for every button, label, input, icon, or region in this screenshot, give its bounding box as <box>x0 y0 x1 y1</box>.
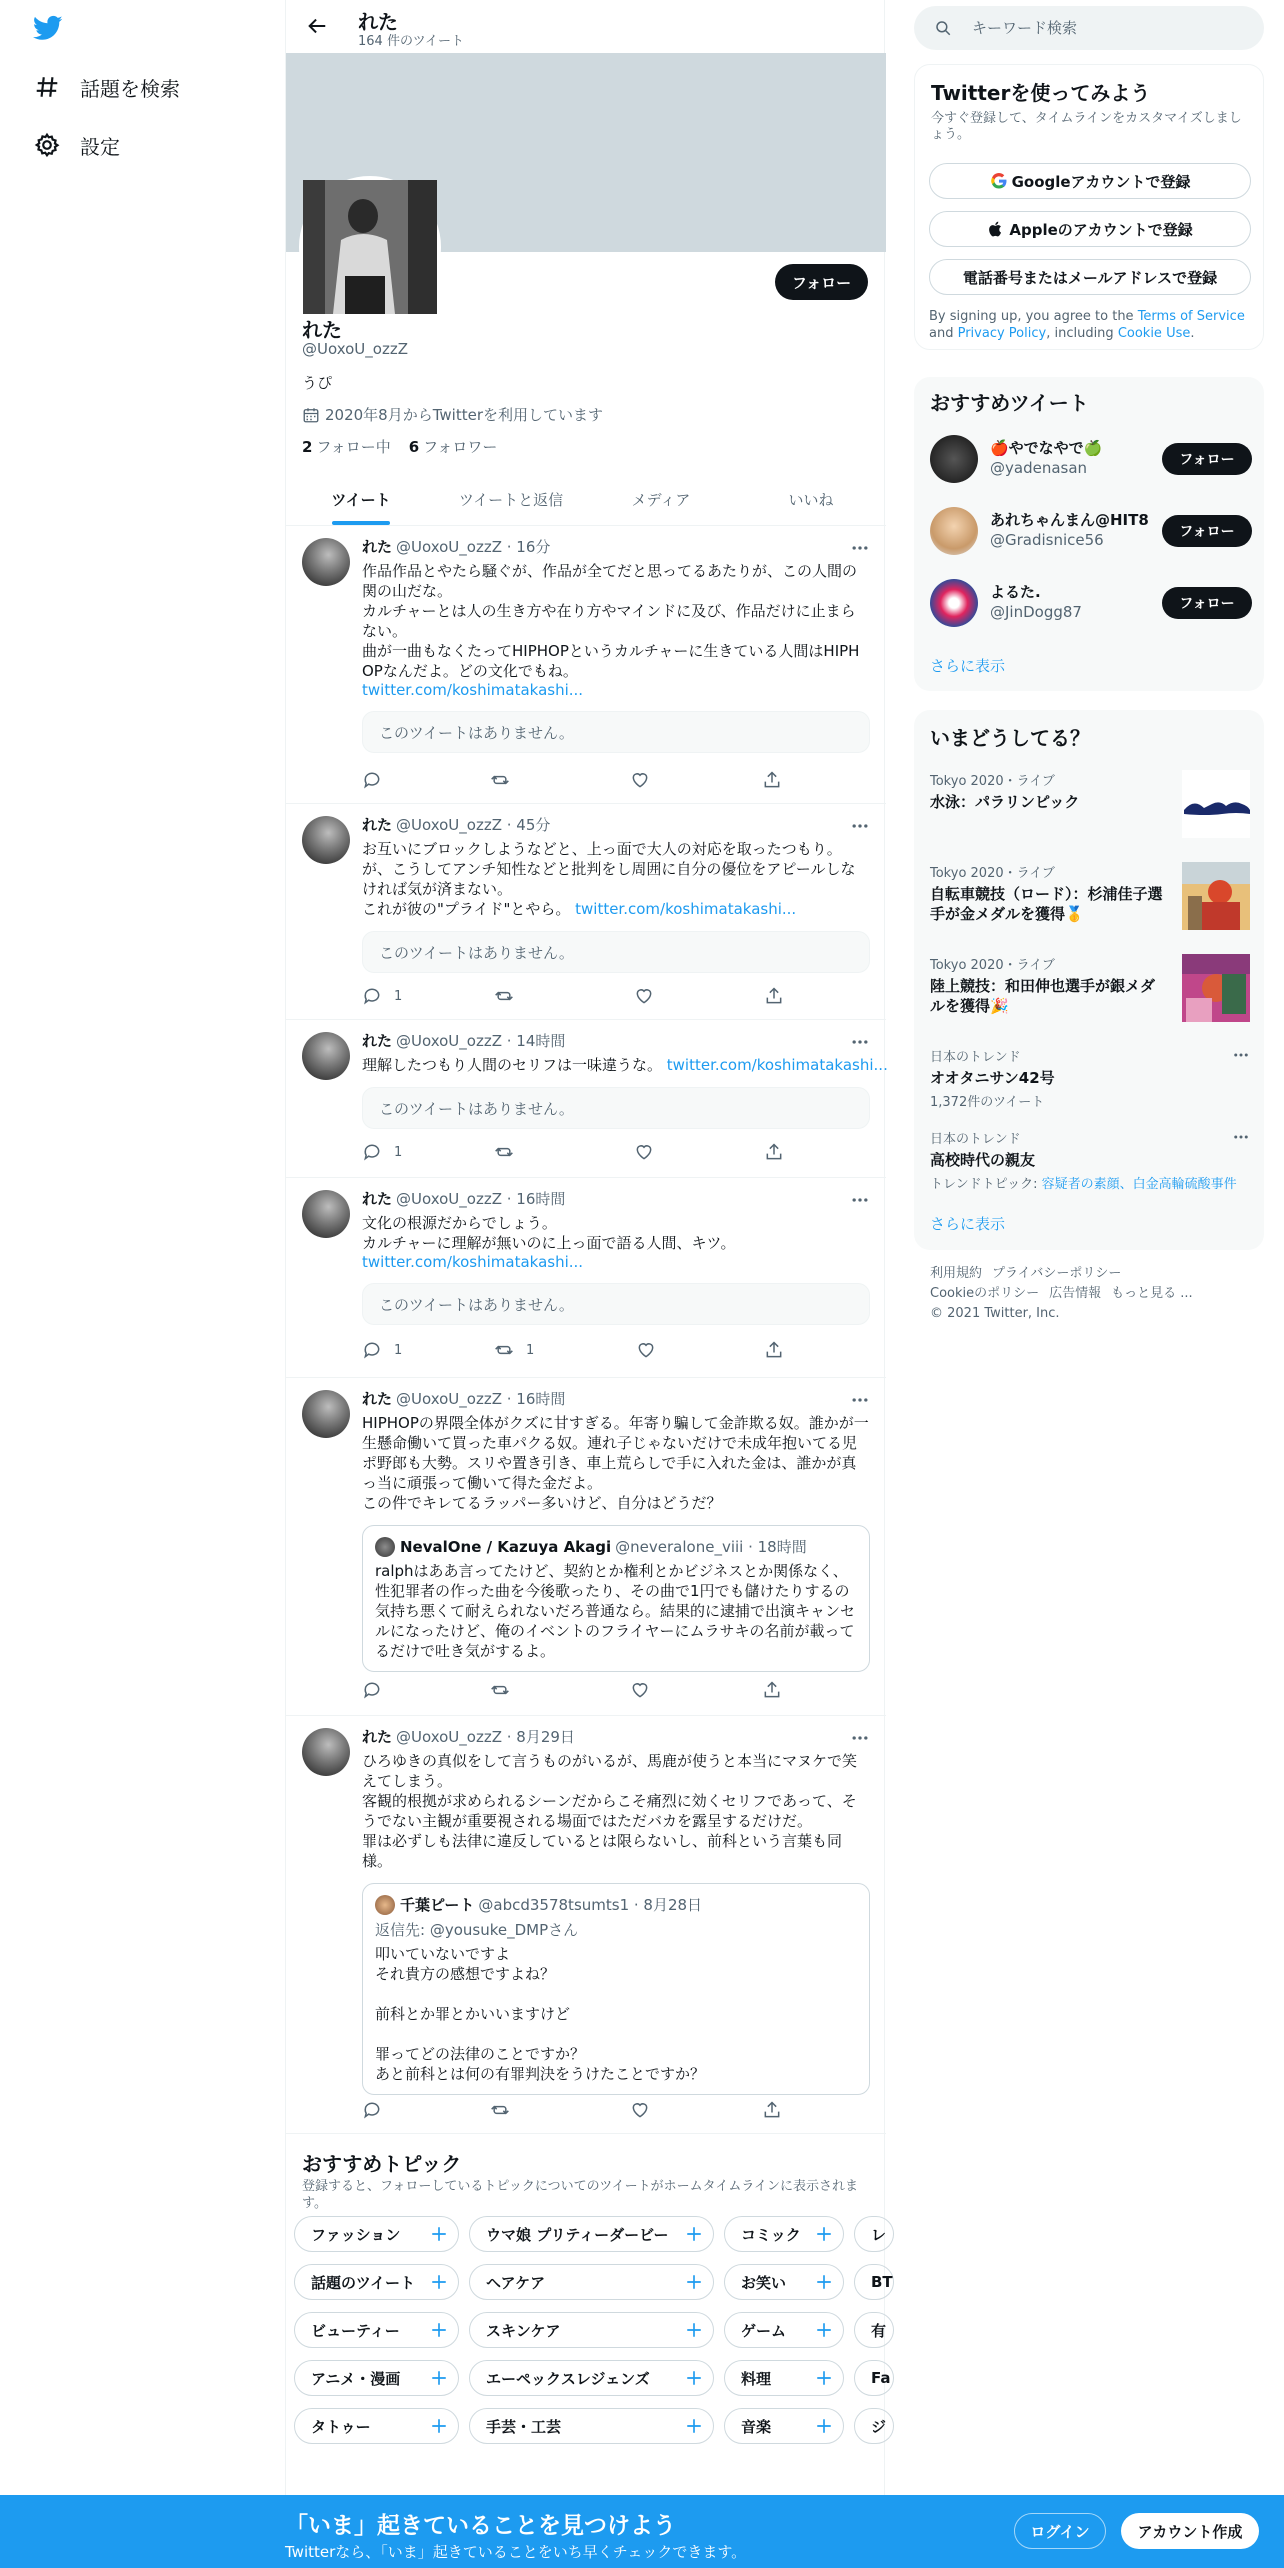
unavailable-tweet: このツイートはありません。 <box>362 1283 870 1325</box>
reply-icon <box>362 1142 382 1162</box>
bottom-signup-bar <box>0 2495 1284 2568</box>
plus-icon[interactable] <box>685 2417 703 2435</box>
terms-link[interactable]: Terms of Service <box>1137 309 1245 324</box>
retweet-icon <box>494 1340 514 1360</box>
tweet-text: 文化の根源だからでしょう。 カルチャーに理解が無いのに上っ面で語る人間、キツ。 <box>362 1214 736 1252</box>
like-button[interactable] <box>630 770 662 790</box>
footer <box>930 1264 1250 1324</box>
left-nav <box>0 0 285 2568</box>
tweet-avatar[interactable] <box>302 816 350 864</box>
recommend-more-link[interactable]: さらに表示 <box>930 657 1006 675</box>
retweet-icon <box>490 1680 510 1700</box>
cookie-link[interactable]: Cookie Use <box>1117 326 1191 341</box>
nav-settings-label: 設定 <box>80 134 120 159</box>
apple-signup-button[interactable]: Appleのアカウントで登録 <box>929 211 1251 247</box>
retweet-icon <box>494 986 514 1006</box>
recommended-topics <box>286 2134 893 2494</box>
profile-tabs <box>286 473 886 526</box>
quote-author: 千葉ピート <box>400 1896 475 1914</box>
retweet-button[interactable] <box>494 1142 526 1162</box>
tweet-text: 理解したつもり人間のセリフは一味違うな。 twitter.com/koshimatakashi... <box>362 1056 888 1074</box>
right-sidebar <box>914 0 1264 2568</box>
tweet-actions <box>362 2100 782 2124</box>
followers-link[interactable]: 6 フォロワー <box>408 438 498 456</box>
search-input[interactable] <box>972 19 1212 37</box>
topics-title: おすすめトピック <box>302 2152 462 2176</box>
tweet-avatar[interactable] <box>302 1390 350 1438</box>
footer-link[interactable]: もっと見る ... <box>1111 1286 1193 1301</box>
tweet-actions <box>362 1680 782 1704</box>
bottom-bar-subtitle: Twitterなら、「いま」起きていることをいち早くチェックできます。 <box>285 2543 747 2561</box>
reply-icon <box>362 1340 382 1360</box>
plus-icon[interactable] <box>815 2321 833 2339</box>
topic-chip[interactable]: 音楽 <box>724 2408 844 2444</box>
tweet-author[interactable]: れた <box>362 538 393 556</box>
reply-icon <box>362 1680 382 1700</box>
topic-chip[interactable]: タトゥー <box>294 2408 459 2444</box>
share-icon <box>762 770 782 790</box>
footer-link[interactable]: プライバシーポリシー <box>992 1266 1122 1281</box>
retweet-button[interactable] <box>490 2100 522 2120</box>
trend-thumbnail <box>1182 862 1250 930</box>
hashtag-icon <box>34 74 60 100</box>
topic-chip[interactable]: エーペックスレジェンズ <box>469 2360 714 2396</box>
quote-reply-to: 返信先: @yousuke_DMPさん <box>375 1921 579 1939</box>
profile-timeline <box>285 0 893 2568</box>
tweet-author[interactable]: れた <box>362 1032 393 1050</box>
quoted-tweet[interactable] <box>362 1883 870 2095</box>
share-button[interactable] <box>762 1680 794 1700</box>
avatar-photo <box>303 180 437 314</box>
recommend-avatar <box>930 435 978 483</box>
quote-text: ralphはああ言ってたけど、契約とか権利とかビジネスとか関係なく、性犯罪者の作った曲を今後歌ったり、その曲で1円でも儲けたりするの気持ち悪くて耐えられないだろ普通なら。結果的に逮捕で出演キャンセルになったけど、俺のイベントのフライヤーにムラサキの名前が載ってるだけで吐き気がするよ。 <box>375 1562 856 1660</box>
create-account-button[interactable]: アカウント作成 <box>1121 2513 1259 2549</box>
share-button[interactable] <box>762 2100 794 2120</box>
share-icon <box>764 1340 784 1360</box>
recommend-user[interactable] <box>930 573 1250 633</box>
retweet-icon <box>490 770 510 790</box>
reply-icon <box>362 986 382 1006</box>
share-icon <box>762 1680 782 1700</box>
bottom-bar-title: 「いま」起きていることを見つけよう <box>285 2513 676 2539</box>
tweet-handle-time: @UoxoU_ozzZ · 8月29日 <box>396 1728 575 1746</box>
plus-icon[interactable] <box>815 2225 833 2243</box>
more-icon[interactable] <box>1232 1046 1250 1064</box>
reply-button[interactable]: 1 <box>362 1340 402 1360</box>
tweet-author[interactable]: れた <box>362 1728 393 1746</box>
tab-tweets[interactable]: ツイート <box>286 473 436 525</box>
plus-icon[interactable] <box>430 2417 448 2435</box>
recommend-user[interactable] <box>930 429 1250 489</box>
share-button[interactable] <box>764 1340 796 1360</box>
topic-chip[interactable]: Fa <box>854 2360 894 2396</box>
trend-thumbnail <box>1182 954 1250 1022</box>
trend-item[interactable]: 日本のトレンド 高校時代の親友 トレンドトピック: 容疑者の素顔、白金高輪硫酸事件 <box>930 1128 1250 1198</box>
tweet-handle-time: @UoxoU_ozzZ · 16時間 <box>396 1190 566 1208</box>
footer-link[interactable]: Cookieのポリシー <box>930 1286 1040 1301</box>
quote-text: 叩いていないですよ それ貴方の感想ですよね？ 前科とか罪とかいいますけど 罪ってどの法律のことですか？ あと前科とは何の有罪判決をうけたことですか？ <box>375 1945 706 2083</box>
plus-icon[interactable] <box>685 2225 703 2243</box>
plus-icon[interactable] <box>685 2273 703 2291</box>
nav-explore[interactable] <box>34 67 180 107</box>
tweet-actions <box>362 986 782 1010</box>
reply-button[interactable]: 1 <box>362 1142 402 1162</box>
retweet-icon <box>490 2100 510 2120</box>
unavailable-tweet: このツイートはありません。 <box>362 931 870 973</box>
tweet-actions <box>362 1142 782 1166</box>
signup-card <box>914 64 1264 350</box>
follow-stats <box>302 436 497 457</box>
topic-chip[interactable]: コミック <box>724 2216 844 2252</box>
back-arrow-icon[interactable] <box>306 15 328 37</box>
tweet[interactable] <box>286 804 886 1020</box>
like-button[interactable] <box>630 1680 662 1700</box>
topic-chip[interactable]: アニメ・漫画 <box>294 2360 459 2396</box>
top-bar-name: れた <box>358 10 398 34</box>
heart-icon <box>634 986 654 1006</box>
top-bar <box>286 0 886 53</box>
recommend-handle: @JinDogg87 <box>990 603 1082 621</box>
trend-item[interactable]: Tokyo 2020・ライブ 陸上競技：和田伸也選手が銀メダルを獲得🎉 <box>930 954 1250 1024</box>
search-icon <box>934 19 952 37</box>
trend-item[interactable]: 日本のトレンド オオタニサン42号 1,372件のツイート <box>930 1046 1250 1116</box>
tweet-link[interactable]: twitter.com/koshimatakashi... <box>362 1253 584 1271</box>
reply-button[interactable] <box>362 2100 394 2120</box>
topic-chip[interactable]: 有 <box>854 2312 894 2348</box>
more-icon[interactable] <box>1232 1128 1250 1146</box>
plus-icon[interactable] <box>685 2321 703 2339</box>
apple-icon <box>987 220 1005 238</box>
tweet-author[interactable]: れた <box>362 1390 393 1408</box>
tweet-avatar[interactable] <box>302 538 350 586</box>
tab-likes[interactable]: いいね <box>788 490 834 509</box>
topic-chip[interactable]: お笑い <box>724 2264 844 2300</box>
retweet-button[interactable]: 1 <box>494 1340 534 1360</box>
tab-media[interactable]: メディア <box>631 490 691 509</box>
tweet-handle-time: @UoxoU_ozzZ · 16時間 <box>396 1390 566 1408</box>
recommend-name: 🍎やでなやで🍏 <box>990 439 1103 457</box>
tweet[interactable] <box>286 526 886 804</box>
profile-handle: @UoxoU_ozzZ <box>302 340 408 358</box>
tweet-actions <box>362 1340 782 1364</box>
recommended-accounts <box>914 377 1264 691</box>
copyright: © 2021 Twitter, Inc. <box>930 1306 1060 1321</box>
share-icon <box>764 986 784 1006</box>
unavailable-tweet: このツイートはありません。 <box>362 1087 870 1129</box>
calendar-icon <box>302 406 320 424</box>
plus-icon[interactable] <box>815 2273 833 2291</box>
tweet-handle-time: @UoxoU_ozzZ · 14時間 <box>396 1032 566 1050</box>
signup-terms: By signing up, you agree to the Terms of Service and Privacy Policy, including Cookie Use. <box>929 309 1245 341</box>
like-button[interactable] <box>634 986 666 1006</box>
nav-explore-label: 話題を検索 <box>80 76 180 101</box>
tweet-text: HIPHOPの界隈全体がクズに甘すぎる。年寄り騙して金詐欺る奴。誰かが一生懸命働いて買った車パクる奴。連れ子じゃないだけで未成年抱いてる児ポ野郎も大勢。スリや置き引き、車上荒らしで手に入れた金は、誰かが真っ当に頑張って働いて得た金だよ。 この件でキレてるラッパー多いけど、自分はどうだ？ <box>362 1414 869 1512</box>
topic-chip[interactable]: ゲーム <box>724 2312 844 2348</box>
topic-chip[interactable]: ファッション <box>294 2216 459 2252</box>
tweet[interactable] <box>286 1020 886 1178</box>
topics-description: 登録すると、フォローしているトピックについてのツイートがホームタイムラインに表示されます。 <box>302 2179 859 2211</box>
reply-icon <box>362 2100 382 2120</box>
topic-chip[interactable]: ビューティー <box>294 2312 459 2348</box>
quote-avatar <box>375 1537 395 1557</box>
following-link[interactable]: 2 フォロー中 <box>302 438 391 456</box>
recommend-name: あれちゃんまん@HIT8 <box>990 511 1149 529</box>
reply-icon <box>362 770 382 790</box>
tab-tweets-replies[interactable]: ツイートと返信 <box>458 490 564 509</box>
phone-email-signup-button[interactable]: 電話番号またはメールアドレスで登録 <box>929 259 1251 295</box>
privacy-link[interactable]: Privacy Policy <box>957 326 1047 341</box>
heart-icon <box>630 770 650 790</box>
tweet-link[interactable]: twitter.com/koshimatakashi... <box>362 681 584 699</box>
heart-icon <box>630 1680 650 1700</box>
tweet-text: ひろゆきの真似をして言うものがいるが、馬鹿が使うと本当にマヌケで笑えてしまう。 客観的根拠が求められるシーンだからこそ痛烈に効くセリフであって、そうでない主観が重要視される場面ではただバカを露呈するだけだ。 罪は必ずしも法律に違反しているとは限らないし、前科という言葉も同様。 <box>362 1752 858 1870</box>
recommend-follow-button[interactable]: フォロー <box>1162 587 1252 619</box>
heart-icon <box>634 1142 654 1162</box>
retweet-icon <box>494 1142 514 1162</box>
recommend-avatar <box>930 579 978 627</box>
login-button[interactable]: ログイン <box>1014 2513 1106 2549</box>
tweet-avatar[interactable] <box>302 1190 350 1238</box>
like-button[interactable] <box>630 2100 662 2120</box>
topic-chip[interactable]: 料理 <box>724 2360 844 2396</box>
tweet[interactable] <box>286 1178 886 1378</box>
tweet-author[interactable]: れた <box>362 1190 393 1208</box>
like-button[interactable] <box>636 1340 668 1360</box>
unavailable-tweet: このツイートはありません。 <box>362 711 870 753</box>
tweet[interactable] <box>286 1378 886 1716</box>
tweet-handle-time: @UoxoU_ozzZ · 45分 <box>396 816 551 834</box>
plus-icon[interactable] <box>685 2369 703 2387</box>
tweet-link[interactable]: twitter.com/koshimatakashi... <box>575 900 797 918</box>
profile-joined <box>302 404 603 425</box>
share-icon <box>764 1142 784 1162</box>
recommend-title: おすすめツイート <box>930 391 1089 415</box>
retweet-button[interactable] <box>490 1680 522 1700</box>
tweet-avatar[interactable] <box>302 1728 350 1776</box>
profile-avatar[interactable] <box>299 176 441 318</box>
heart-icon <box>630 2100 650 2120</box>
recommend-handle: @Gradisnice56 <box>990 531 1104 549</box>
like-button[interactable] <box>634 1142 666 1162</box>
plus-icon[interactable] <box>430 2225 448 2243</box>
topic-chip[interactable]: ウマ娘 プリティーダービー <box>469 2216 714 2252</box>
tweet-count: 164 件のツイート <box>358 34 465 49</box>
heart-icon <box>636 1340 656 1360</box>
trends-box <box>914 710 1264 1250</box>
quote-author: NevalOne / Kazuya Akagi <box>400 1537 612 1556</box>
google-icon <box>990 172 1008 190</box>
topic-chip[interactable]: 手芸・工芸 <box>469 2408 714 2444</box>
trends-more-link[interactable]: さらに表示 <box>930 1215 1006 1233</box>
gear-icon <box>34 132 60 158</box>
tweet-link[interactable]: twitter.com/koshimatakashi... <box>666 1056 888 1074</box>
quoted-tweet[interactable] <box>362 1525 870 1672</box>
trend-item[interactable]: Tokyo 2020・ライブ 水泳：パラリンピック <box>930 770 1250 840</box>
recommend-user[interactable] <box>930 501 1250 561</box>
tweet-avatar[interactable] <box>302 1032 350 1080</box>
recommend-follow-button[interactable]: フォロー <box>1162 443 1252 475</box>
plus-icon[interactable] <box>430 2369 448 2387</box>
plus-icon[interactable] <box>815 2417 833 2435</box>
signup-subtitle: 今すぐ登録して、タイムラインをカスタマイズしましょう。 <box>931 111 1242 142</box>
nav-settings[interactable] <box>34 125 120 165</box>
plus-icon[interactable] <box>815 2369 833 2387</box>
footer-link[interactable]: 利用規約 <box>930 1266 983 1281</box>
recommend-follow-button[interactable]: フォロー <box>1162 515 1252 547</box>
quote-handle-time: @neveralone_viii · 18時間 <box>615 1538 807 1556</box>
topic-chip[interactable]: スキンケア <box>469 2312 714 2348</box>
footer-link[interactable]: 広告情報 <box>1049 1286 1102 1301</box>
google-signup-button[interactable]: Googleアカウントで登録 <box>929 163 1251 199</box>
share-button[interactable] <box>764 1142 796 1162</box>
topic-chip[interactable]: 話題のツイート <box>294 2264 459 2300</box>
trend-thumbnail <box>1182 770 1250 838</box>
recommend-avatar <box>930 507 978 555</box>
topic-chip[interactable]: レ <box>854 2216 894 2252</box>
share-icon <box>762 2100 782 2120</box>
topic-chip[interactable]: BT <box>854 2264 894 2300</box>
tweet-actions <box>362 770 782 794</box>
tweet-handle-time: @UoxoU_ozzZ · 16分 <box>396 538 551 556</box>
quote-handle-time: @abcd3578tsumts1 · 8月28日 <box>478 1896 703 1914</box>
search-box[interactable] <box>914 6 1264 50</box>
recommend-name: よるた. <box>990 583 1041 601</box>
reply-button[interactable] <box>362 1680 394 1700</box>
follow-button[interactable]: フォロー <box>775 264 868 300</box>
tweet-text: 作品作品とやたら騒ぐが、作品が全てだと思ってるあたりが、この人間の関の山だな。 カルチャーとは人の生き方や在り方やマインドに及び、作品だけに止まらない。 曲が一曲もなくたってHIPHOPというカルチャーに生きている人間はHIPHOPなんだよ。どの文化でもね。 <box>362 562 860 680</box>
recommend-handle: @yadenasan <box>990 459 1088 477</box>
profile-name: れた <box>302 318 342 342</box>
share-button[interactable] <box>762 770 794 790</box>
share-button[interactable] <box>764 986 796 1006</box>
trends-title: いまどうしてる？ <box>930 726 1090 750</box>
retweet-button[interactable] <box>494 986 526 1006</box>
signup-title: Twitterを使ってみよう <box>931 81 1151 105</box>
topic-chip[interactable]: ヘアケア <box>469 2264 714 2300</box>
reply-button[interactable]: 1 <box>362 986 402 1006</box>
plus-icon[interactable] <box>430 2273 448 2291</box>
twitter-bird-icon[interactable] <box>31 13 65 43</box>
quote-avatar <box>375 1895 395 1915</box>
profile-bio: うぴ <box>302 374 333 392</box>
tweet-author[interactable]: れた <box>362 816 393 834</box>
plus-icon[interactable] <box>430 2321 448 2339</box>
tweet[interactable] <box>286 1716 886 2134</box>
tweet-text: お互いにブロックしようなどと、上っ面で大人の対応を取ったつもり。 が、こうしてアンチ知性などと批判をし周囲に自分の優位をアピールしなければ気が済まない。 これが彼の"プライド"とやら。 twitter.com/koshimatakashi... <box>362 840 856 918</box>
reply-button[interactable] <box>362 770 394 790</box>
joined-text: 2020年8月からTwitterを利用しています <box>325 406 603 424</box>
trend-item[interactable]: Tokyo 2020・ライブ 自転車競技（ロード）：杉浦佳子選手が金メダルを獲得🥇 <box>930 862 1250 932</box>
retweet-button[interactable] <box>490 770 522 790</box>
topic-chip[interactable]: ジ <box>854 2408 894 2444</box>
